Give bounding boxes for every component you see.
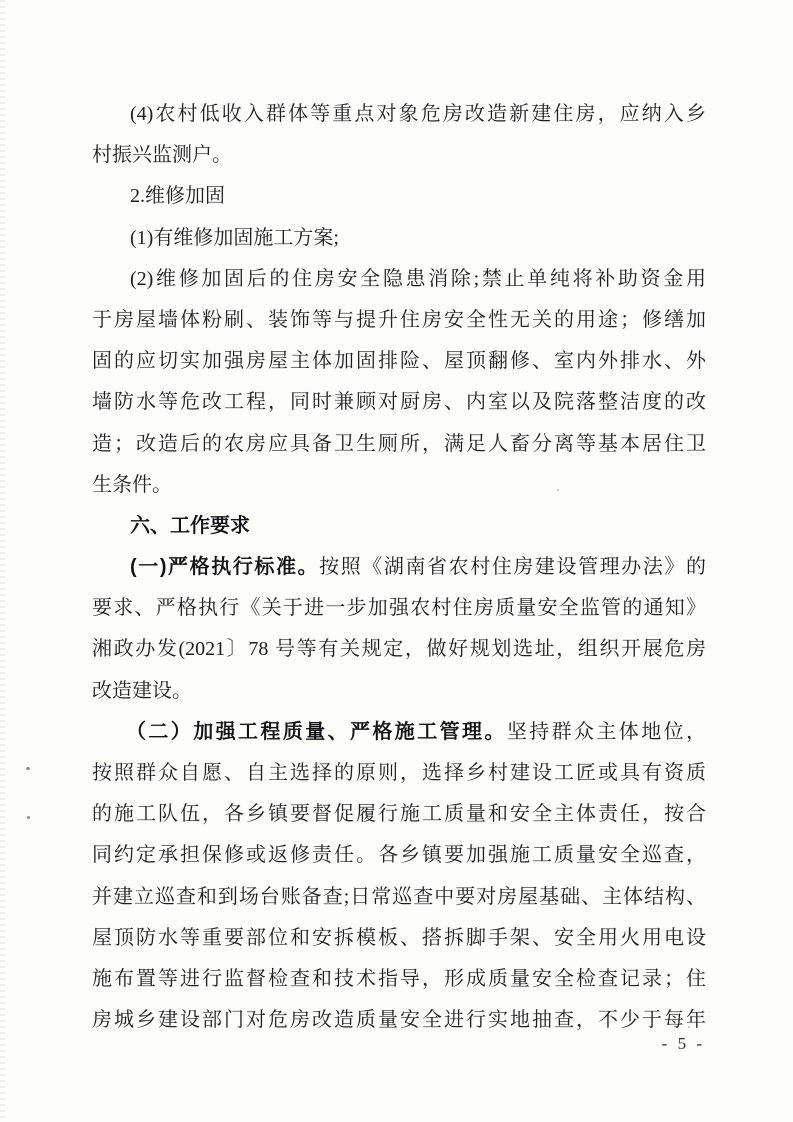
document-body: [92, 94, 706, 1041]
bold-run: （二）加强工程质量、严格施工管理。: [126, 720, 507, 743]
text-run: 要求、严格执行《关于进一步加强农村住房质量安全监管的通知》: [92, 597, 706, 620]
bold-run: 六、工作要求: [130, 514, 250, 537]
text-line: [92, 588, 706, 629]
page-number: - 5 -: [661, 1034, 705, 1053]
text-line: [92, 712, 706, 753]
text-run: 坚持群众主体地位，: [506, 720, 707, 743]
text-run: 2.维修加固: [130, 185, 225, 208]
text-line: [92, 877, 706, 918]
section-heading-line: [92, 506, 706, 547]
text-line: [92, 94, 706, 135]
text-run: 改造建设。: [92, 679, 192, 702]
text-run: 生条件。: [92, 473, 172, 496]
scan-speck: [26, 767, 30, 770]
text-run: (4)农村低收入群体等重点对象危房改造新建住房，应纳入乡: [130, 103, 706, 125]
text-run: 固的应切实加强房屋主体加固排险、屋顶翻修、室内外排水、外: [92, 350, 706, 373]
text-run: 施布置等进行监督检查和技术指导，形成质量安全检查记录；住: [92, 967, 706, 990]
text-line: [92, 1000, 706, 1041]
text-line: [92, 135, 706, 176]
text-run: 村振兴监测户。: [92, 144, 232, 167]
text-line: [92, 218, 706, 259]
text-run: 的施工队伍，各乡镇要督促履行施工质量和安全主体责任，按合: [92, 803, 706, 826]
text-run: 按照《湖南省农村住房建设管理办法》的: [319, 556, 706, 579]
text-line: [92, 671, 706, 712]
scan-noise-left-edge: [0, 0, 5, 1122]
text-run: 墙防水等危改工程，同时兼顾对厨房、内室以及院落整洁度的改: [92, 391, 706, 414]
text-run: (1)有维修加固施工方案;: [130, 226, 339, 249]
text-line: [92, 547, 706, 588]
text-line: [92, 259, 706, 300]
text-line: [92, 629, 706, 670]
text-line: [92, 959, 706, 1000]
text-run: (2)维修加固后的住房安全隐患消除;禁止单纯将补助资金用: [130, 267, 706, 290]
text-line: [92, 382, 706, 423]
text-run: 造；改造后的农房应具备卫生厕所，满足人畜分离等基本居住卫: [92, 432, 706, 455]
text-line: [92, 835, 706, 876]
text-line: [92, 918, 706, 959]
text-run: 按照群众自愿、自主选择的原则，选择乡村建设工匠或具有资质: [92, 762, 706, 784]
text-line: [92, 300, 706, 341]
text-run: 房城乡建设部门对危房改造质量安全进行实地抽查，不少于每年: [92, 1009, 706, 1032]
text-line: [92, 794, 706, 835]
text-run: 并建立巡查和到场台账备查;日常巡查中要对房屋基础、主体结构、: [92, 885, 706, 908]
text-run: 同约定承担保修或返修责任。各乡镇要加强施工质量安全巡查，: [92, 844, 706, 867]
scan-speck: [27, 816, 30, 819]
text-run: 湘政办发(2021〕78 号等有关规定，做好规划选址，组织开展危房: [92, 638, 706, 661]
text-line: [92, 424, 706, 465]
text-run: 于房屋墙体粉刷、装饰等与提升住房安全性无关的用途；修缮加: [92, 308, 706, 331]
text-line: [92, 753, 706, 794]
text-line: [92, 341, 706, 382]
text-line: [92, 465, 706, 506]
text-line: [92, 176, 706, 217]
text-run: 屋顶防水等重要部位和安拆模板、搭拆脚手架、安全用火用电设: [92, 926, 706, 949]
bold-run: (一)严格执行标准。: [130, 556, 320, 579]
